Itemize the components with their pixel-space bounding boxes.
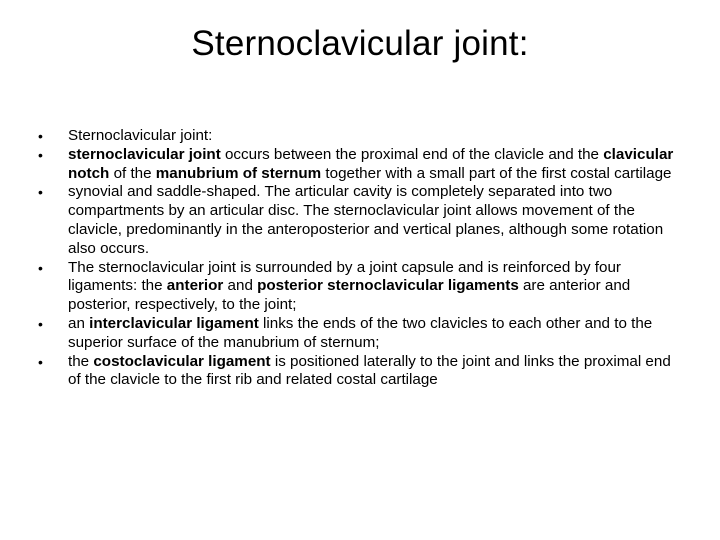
bullet-dot: • xyxy=(38,146,43,163)
bullet-text: is positioned laterally to the joint and links the proximal end of the clavicle to the first rib and related costal cartilage xyxy=(68,352,671,389)
bullet-text: The sternoclavicular joint is surrounded by a joint capsule and is reinforced by four ligaments: the xyxy=(68,258,621,295)
bullet-bold-term: clavicular notch xyxy=(68,145,674,182)
bullet-text: of the xyxy=(109,164,156,182)
bullet-text: Sternoclavicular joint: xyxy=(68,127,213,144)
bullet-text: and xyxy=(223,277,258,295)
bullet-bold-term: sternoclavicular joint xyxy=(68,145,221,163)
bullet-item xyxy=(38,315,684,353)
slide-title: Sternoclavicular joint: xyxy=(191,24,529,63)
bullet-text: links the ends of the two clavicles to each other and to the superior surface of the manubrium of sternum; xyxy=(68,314,653,351)
bullet-bold-term: posterior sternoclavicular ligaments xyxy=(257,277,519,295)
bullet-dot: • xyxy=(38,353,43,370)
bullet-dot: • xyxy=(38,184,43,201)
bullet-text: an xyxy=(68,314,90,332)
bullet-item xyxy=(38,259,684,315)
bullet-item xyxy=(38,353,684,391)
bullet-text: the xyxy=(68,352,94,370)
bullet-dot: • xyxy=(38,128,43,144)
bullet-list xyxy=(38,127,684,390)
bullet-bold-term: costoclavicular ligament xyxy=(93,352,271,370)
bullet-bold-term: manubrium of sternum xyxy=(155,164,322,182)
bullet-item xyxy=(38,183,684,258)
bullet-bold-term: interclavicular ligament xyxy=(89,314,259,332)
bullet-dot: • xyxy=(38,259,43,276)
bullet-text: together with a small part of the first costal cartilage xyxy=(321,164,672,182)
bullet-text: synovial and saddle-shaped. The articular cavity is completely separated into two compartments by an articular disc. The sternoclavicular joint allows movement of the clavicle, predominantly in the anteroposterior and vertical planes, although some rotation also occurs. xyxy=(68,183,664,257)
bullet-text: occurs between the proximal end of the clavicle and the xyxy=(220,145,604,163)
bullet-bold-term: anterior xyxy=(166,277,224,295)
bullet-item xyxy=(38,127,684,146)
bullet-item xyxy=(38,146,684,184)
bullet-text: are anterior and posterior, respectively, to the joint; xyxy=(68,277,631,314)
bullet-dot: • xyxy=(38,315,43,332)
